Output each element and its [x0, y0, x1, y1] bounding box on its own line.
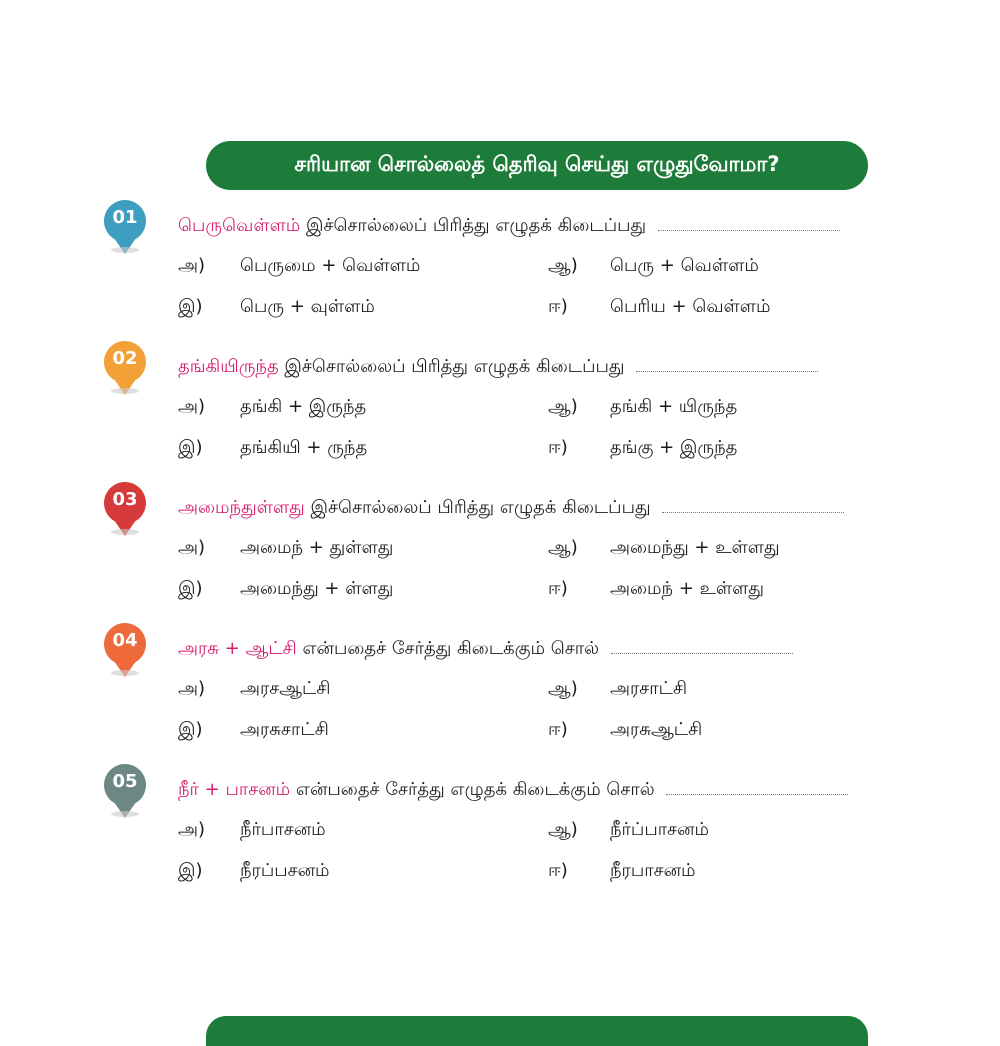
answer-blank[interactable]: [611, 639, 793, 654]
option-letter: இ): [178, 719, 203, 740]
option-letter: ஆ): [548, 678, 578, 699]
option-text: தங்கியி + ருந்த: [240, 437, 368, 458]
question-keyword: தங்கியிருந்த: [178, 356, 279, 377]
option-letter: ஆ): [548, 396, 578, 417]
option-letter: ஈ): [548, 860, 568, 881]
page-title: சரியான சொல்லைத் தெரிவு செய்து எழுதுவோமா?: [294, 152, 780, 176]
option-text: பெரு + வுள்ளம்: [240, 296, 375, 317]
option-text: அமைந்து + ள்ளது: [240, 578, 394, 599]
question-number-badge: [102, 480, 148, 538]
option-text: பெருமை + வெள்ளம்: [240, 255, 421, 276]
question-text: என்பதைச் சேர்த்து கிடைக்கும் சொல்: [302, 638, 600, 659]
option-letter: அ): [178, 537, 206, 558]
option-text: அரசுசாட்சி: [240, 719, 329, 740]
option-letter: ஈ): [548, 719, 568, 740]
question-prompt: [178, 355, 818, 379]
option-text: அமைந் + உள்ளது: [610, 578, 765, 599]
question-1: [0, 198, 1000, 318]
option-text: அரசுஆட்சி: [610, 719, 703, 740]
question-number: 05: [112, 771, 138, 792]
answer-blank[interactable]: [662, 498, 844, 513]
option-text: தங்கி + யிருந்த: [610, 396, 738, 417]
answer-blank[interactable]: [666, 780, 848, 795]
question-number: 02: [112, 348, 138, 369]
question-text: என்பதைச் சேர்த்து எழுதக் கிடைக்கும் சொல்: [295, 779, 655, 800]
question-4: [0, 621, 1000, 741]
question-number: 04: [112, 630, 138, 651]
question-prompt: [178, 778, 848, 802]
option-letter: இ): [178, 437, 203, 458]
question-number: 01: [112, 207, 138, 228]
option-letter: ஈ): [548, 296, 568, 317]
option-letter: அ): [178, 255, 206, 276]
option-letter: அ): [178, 819, 206, 840]
question-3: [0, 480, 1000, 600]
question-keyword: பெருவெள்ளம்: [178, 215, 301, 236]
option-text: அரசஆட்சி: [240, 678, 331, 699]
question-number-badge: [102, 762, 148, 820]
option-text: தங்கி + இருந்த: [240, 396, 367, 417]
option-text: அமைந்து + உள்ளது: [610, 537, 780, 558]
option-text: தங்கு + இருந்த: [610, 437, 738, 458]
question-text: இச்சொல்லைப் பிரித்து எழுதக் கிடைப்பது: [306, 215, 647, 236]
question-prompt: [178, 214, 840, 238]
question-5: [0, 762, 1000, 882]
question-keyword: அரசு + ஆட்சி: [178, 638, 297, 659]
question-text: இச்சொல்லைப் பிரித்து எழுதக் கிடைப்பது: [310, 497, 651, 518]
question-number-badge: [102, 198, 148, 256]
option-letter: அ): [178, 396, 206, 417]
question-prompt: [178, 496, 844, 520]
question-keyword: அமைந்துள்ளது: [178, 497, 305, 518]
question-number-badge: [102, 339, 148, 397]
question-number: 03: [112, 489, 138, 510]
question-text: இச்சொல்லைப் பிரித்து எழுதக் கிடைப்பது: [284, 356, 625, 377]
option-letter: ஈ): [548, 437, 568, 458]
answer-blank[interactable]: [636, 357, 818, 372]
option-text: நீரப்பசனம்: [240, 860, 330, 881]
question-prompt: [178, 637, 793, 661]
option-text: நீர்ப்பாசனம்: [610, 819, 710, 840]
option-text: பெரிய + வெள்ளம்: [610, 296, 771, 317]
option-letter: ஈ): [548, 578, 568, 599]
option-text: நீரபாசனம்: [610, 860, 696, 881]
question-keyword: நீர் + பாசனம்: [178, 779, 291, 800]
option-letter: இ): [178, 860, 203, 881]
title-banner: [206, 141, 868, 190]
option-letter: அ): [178, 678, 206, 699]
next-section-banner: [206, 1016, 868, 1046]
option-text: அமைந் + துள்ளது: [240, 537, 394, 558]
option-letter: ஆ): [548, 819, 578, 840]
question-2: [0, 339, 1000, 459]
answer-blank[interactable]: [658, 216, 840, 231]
question-number-badge: [102, 621, 148, 679]
option-letter: இ): [178, 578, 203, 599]
option-text: நீர்பாசனம்: [240, 819, 326, 840]
option-letter: ஆ): [548, 537, 578, 558]
option-letter: இ): [178, 296, 203, 317]
option-text: பெரு + வெள்ளம்: [610, 255, 759, 276]
option-letter: ஆ): [548, 255, 578, 276]
option-text: அரசாட்சி: [610, 678, 688, 699]
